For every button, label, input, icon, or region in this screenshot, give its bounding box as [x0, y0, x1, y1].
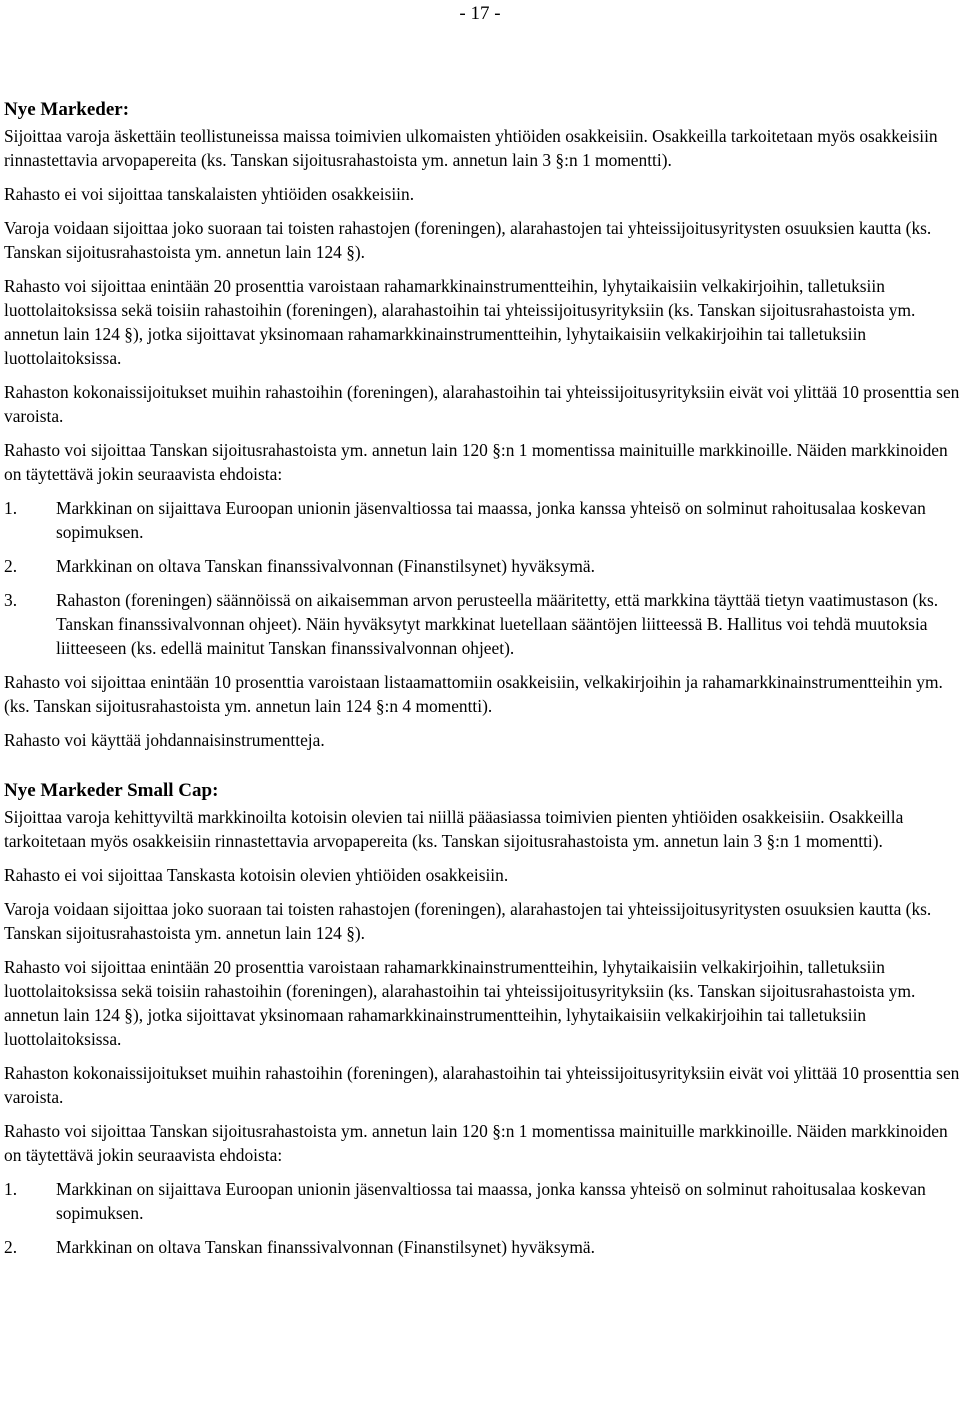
paragraph: Rahasto voi sijoittaa enintään 20 prosenttia varoistaan rahamarkkinainstrumentteihin, lyhytaikaisiin velkakirjoihin, talletuksiin luottolaitoksissa sekä toisiin rahastoihin (foreningen), alarahastoihin tai yhteissijoitusyrityksiin (ks. Tanskan sijoitusrahastoista ym. annetun lain 124 §), jotka sijoittavat yksinomaan rahamarkkinainstrumentteihin, lyhytaikaisiin velkakirjoihin tai talletuksiin luottolaitoksissa.: [4, 276, 916, 368]
list-item-number: 3.: [4, 590, 18, 610]
paragraph: Rahasto voi sijoittaa Tanskan sijoitusrahastoista ym. annetun lain 120 §:n 1 momentissa mainituille markkinoille. Näiden markkinoiden on täytettävä jokin seuraavista ehdoista:: [4, 440, 948, 484]
list-item-text: Markkinan on oltava Tanskan finanssivalvonnan (Finanstilsynet) hyväksymä.: [56, 556, 595, 576]
paragraph: Rahasto voi käyttää johdannaisinstrumentteja.: [4, 730, 325, 750]
list-item-text: Markkinan on sijaittava Euroopan unionin jäsenvaltiossa tai maassa, jonka kanssa yhteisö on solminut rahoitusalaa koskevan sopimuksen.: [56, 1179, 926, 1223]
list-item-text: Rahaston (foreningen) säännöissä on aikaisemman arvon perusteella määritetty, että markkina täyttää tietyn vaatimustason (ks. Tanskan finanssivalvonnan ohjeet). Näin hyväksytyt markkinat luetellaan sääntöjen liitteessä B. Hallitus voi tehdä muutoksia liitteeseen (ks. edellä mainitut Tanskan finanssivalvonnan ohjeet).: [56, 590, 939, 658]
paragraph: Sijoittaa varoja kehittyviltä markkinoilta kotoisin olevien tai niillä pääasiassa toimivien pienten yhtiöiden osakkeisiin. Osakkeilla tarkoitetaan myös osakkeisiin rinnastettavia arvopapereita (ks. Tanskan sijoitusrahastoista ym. annetun lain 3 §:n 1 momentti).: [4, 807, 904, 851]
paragraph: Varoja voidaan sijoittaa joko suoraan tai toisten rahastojen (foreningen), alarahastojen tai yhteissijoitusyritysten osuuksien kautta (ks. Tanskan sijoitusrahastoista ym. annetun lain 124 §).: [4, 218, 932, 262]
section-heading: Nye Markeder:: [4, 99, 130, 120]
paragraph: Rahasto voi sijoittaa Tanskan sijoitusrahastoista ym. annetun lain 120 §:n 1 momentissa mainituille markkinoille. Näiden markkinoiden on täytettävä jokin seuraavista ehdoista:: [4, 1121, 948, 1165]
list-item-text: Markkinan on sijaittava Euroopan unionin jäsenvaltiossa tai maassa, jonka kanssa yhteisö on solminut rahoitusalaa koskevan sopimuksen.: [56, 498, 926, 542]
paragraph: Sijoittaa varoja äskettäin teollistuneissa maissa toimivien ulkomaisten yhtiöiden osakkeisiin. Osakkeilla tarkoitetaan myös osakkeisiin rinnastettavia arvopapereita (ks. Tanskan sijoitusrahastoista ym. annetun lain 3 §:n 1 momentti).: [4, 126, 938, 170]
list-item-number: 2.: [4, 1237, 18, 1257]
paragraph: Rahasto voi sijoittaa enintään 20 prosenttia varoistaan rahamarkkinainstrumentteihin, lyhytaikaisiin velkakirjoihin, talletuksiin luottolaitoksissa sekä toisiin rahastoihin (foreningen), alarahastoihin tai yhteissijoitusyrityksiin (ks. Tanskan sijoitusrahastoista ym. annetun lain 124 §), jotka sijoittavat yksinomaan rahamarkkinainstrumentteihin, lyhytaikaisiin velkakirjoihin tai talletuksiin luottolaitoksissa.: [4, 957, 916, 1049]
paragraph: Rahasto voi sijoittaa enintään 10 prosenttia varoistaan listaamattomiin osakkeisiin, velkakirjoihin ja rahamarkkinainstrumentteihin ym. (ks. Tanskan sijoitusrahastoista ym. annetun lain 124 §:n 4 momentti).: [4, 672, 943, 716]
list-item-number: 1.: [4, 498, 18, 518]
paragraph: Rahasto ei voi sijoittaa Tanskasta kotoisin olevien yhtiöiden osakkeisiin.: [4, 865, 509, 885]
paragraph: Varoja voidaan sijoittaa joko suoraan tai toisten rahastojen (foreningen), alarahastojen tai yhteissijoitusyritysten osuuksien kautta (ks. Tanskan sijoitusrahastoista ym. annetun lain 124 §).: [4, 899, 932, 943]
paragraph: Rahaston kokonaissijoitukset muihin rahastoihin (foreningen), alarahastoihin tai yhteissijoitusyrityksiin eivät voi ylittää 10 prosenttia sen varoista.: [4, 382, 960, 426]
list-item-number: 2.: [4, 556, 18, 576]
section-nye-markeder-small-cap: [4, 779, 960, 1259]
page-number: - 17 -: [459, 3, 501, 24]
list-item-text: Markkinan on oltava Tanskan finanssivalvonnan (Finanstilsynet) hyväksymä.: [56, 1237, 595, 1257]
paragraph: Rahasto ei voi sijoittaa tanskalaisten yhtiöiden osakkeisiin.: [4, 184, 415, 204]
section-nye-markeder: [4, 98, 960, 752]
list-item: [4, 1235, 960, 1259]
list-item: [4, 496, 960, 544]
list-item: [4, 554, 960, 578]
list-item: [4, 588, 960, 660]
paragraph: Rahaston kokonaissijoitukset muihin rahastoihin (foreningen), alarahastoihin tai yhteissijoitusyrityksiin eivät voi ylittää 10 prosenttia sen varoista.: [4, 1063, 960, 1107]
document-body: [4, 98, 960, 1269]
section-heading: Nye Markeder Small Cap:: [4, 780, 219, 801]
list-item: [4, 1177, 960, 1225]
list-item-number: 1.: [4, 1179, 18, 1199]
